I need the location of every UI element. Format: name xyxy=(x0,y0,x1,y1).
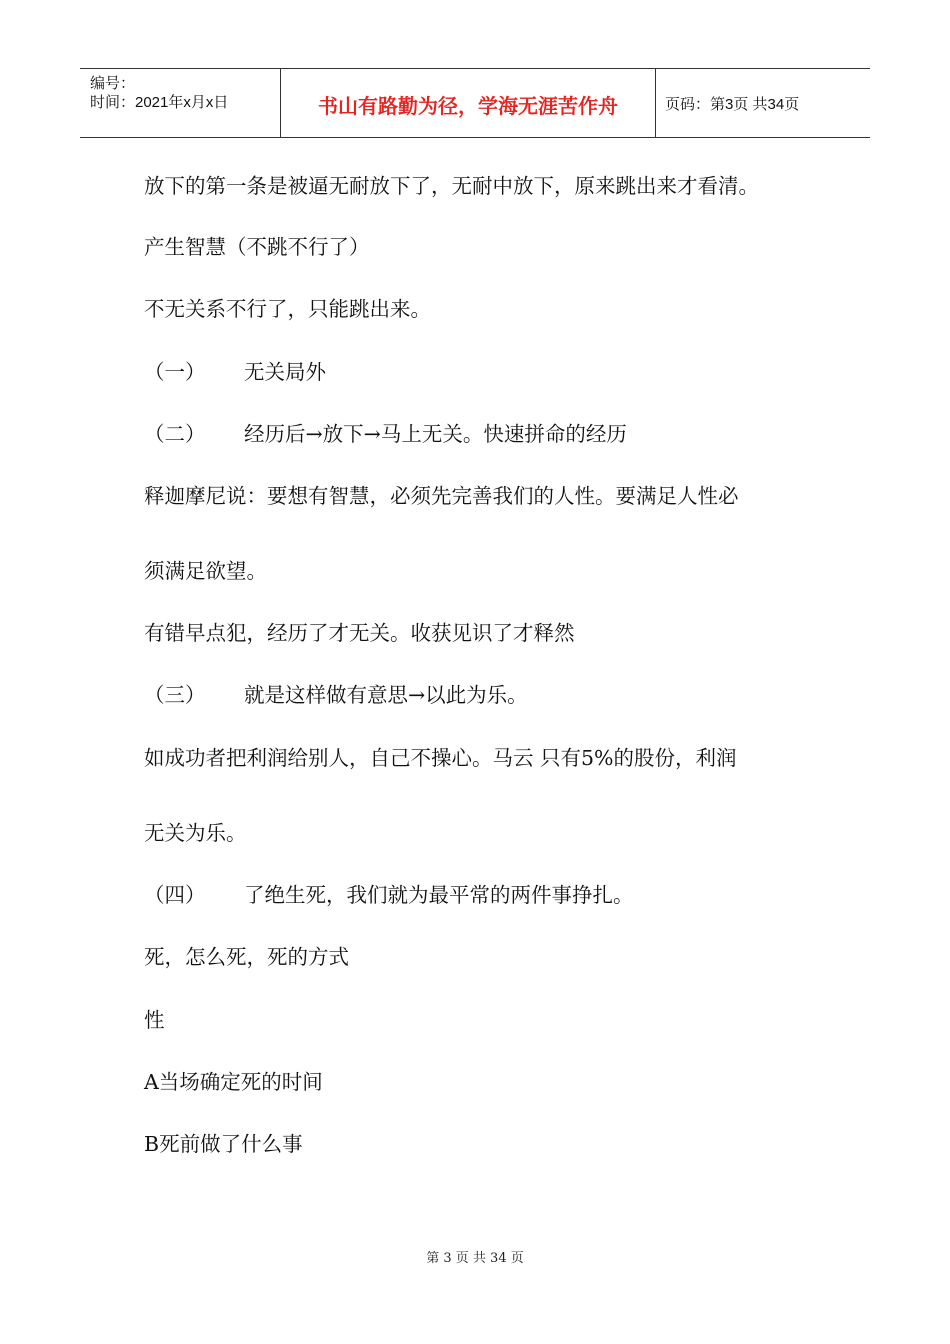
header-meta-cell xyxy=(80,69,280,137)
numbered-item-2 xyxy=(144,424,627,445)
numbered-item-1 xyxy=(144,362,326,383)
item-number: （四） xyxy=(144,883,206,907)
item-text: 无关局外 xyxy=(244,360,326,384)
item-number: （三） xyxy=(144,683,206,707)
item-text: 就是这样做有意思→以此为乐。 xyxy=(244,683,528,707)
body-paragraph: 不无关系不行了，只能跳出来。 xyxy=(144,297,431,321)
header-page-info: 页码：第3页 共34页 xyxy=(665,96,800,113)
body-paragraph: 如成功者把利润给别人，自己不操心。马云 只有5%的股份，利润 xyxy=(144,746,737,770)
document-date-label: 时间：2021年x月x日 xyxy=(90,94,229,111)
item-text: 了绝生死，我们就为最平常的两件事挣扎。 xyxy=(244,883,634,907)
item-number: （二） xyxy=(144,422,206,446)
document-number-label: 编号： xyxy=(90,75,136,92)
header-motto: 书山有路勤为径，学海无涯苦作舟 xyxy=(318,94,618,118)
body-paragraph: B死前做了什么事 xyxy=(144,1132,303,1156)
numbered-item-4 xyxy=(144,885,634,906)
document-header xyxy=(80,68,870,138)
body-paragraph: 有错早点犯，经历了才无关。收获见识了才释然 xyxy=(144,621,575,645)
body-paragraph: 性 xyxy=(144,1008,165,1032)
body-paragraph: 死，怎么死，死的方式 xyxy=(144,945,349,969)
page-footer: 第 3 页 共 34 页 xyxy=(426,1251,524,1266)
body-paragraph: A当场确定死的时间 xyxy=(144,1070,323,1094)
header-page-cell xyxy=(655,69,870,137)
body-paragraph: 释迦摩尼说：要想有智慧，必须先完善我们的人性。要满足人性必 xyxy=(144,484,739,508)
header-motto-cell xyxy=(280,69,656,137)
numbered-item-3 xyxy=(144,685,528,706)
item-text: 经历后→放下→马上无关。快速拼命的经历 xyxy=(244,422,627,446)
body-paragraph: 放下的第一条是被逼无耐放下了，无耐中放下，原来跳出来才看清。 xyxy=(144,174,759,198)
body-paragraph: 须满足欲望。 xyxy=(144,559,267,583)
body-paragraph: 产生智慧（不跳不行了） xyxy=(144,235,370,259)
item-number: （一） xyxy=(144,360,206,384)
body-paragraph: 无关为乐。 xyxy=(144,821,247,845)
